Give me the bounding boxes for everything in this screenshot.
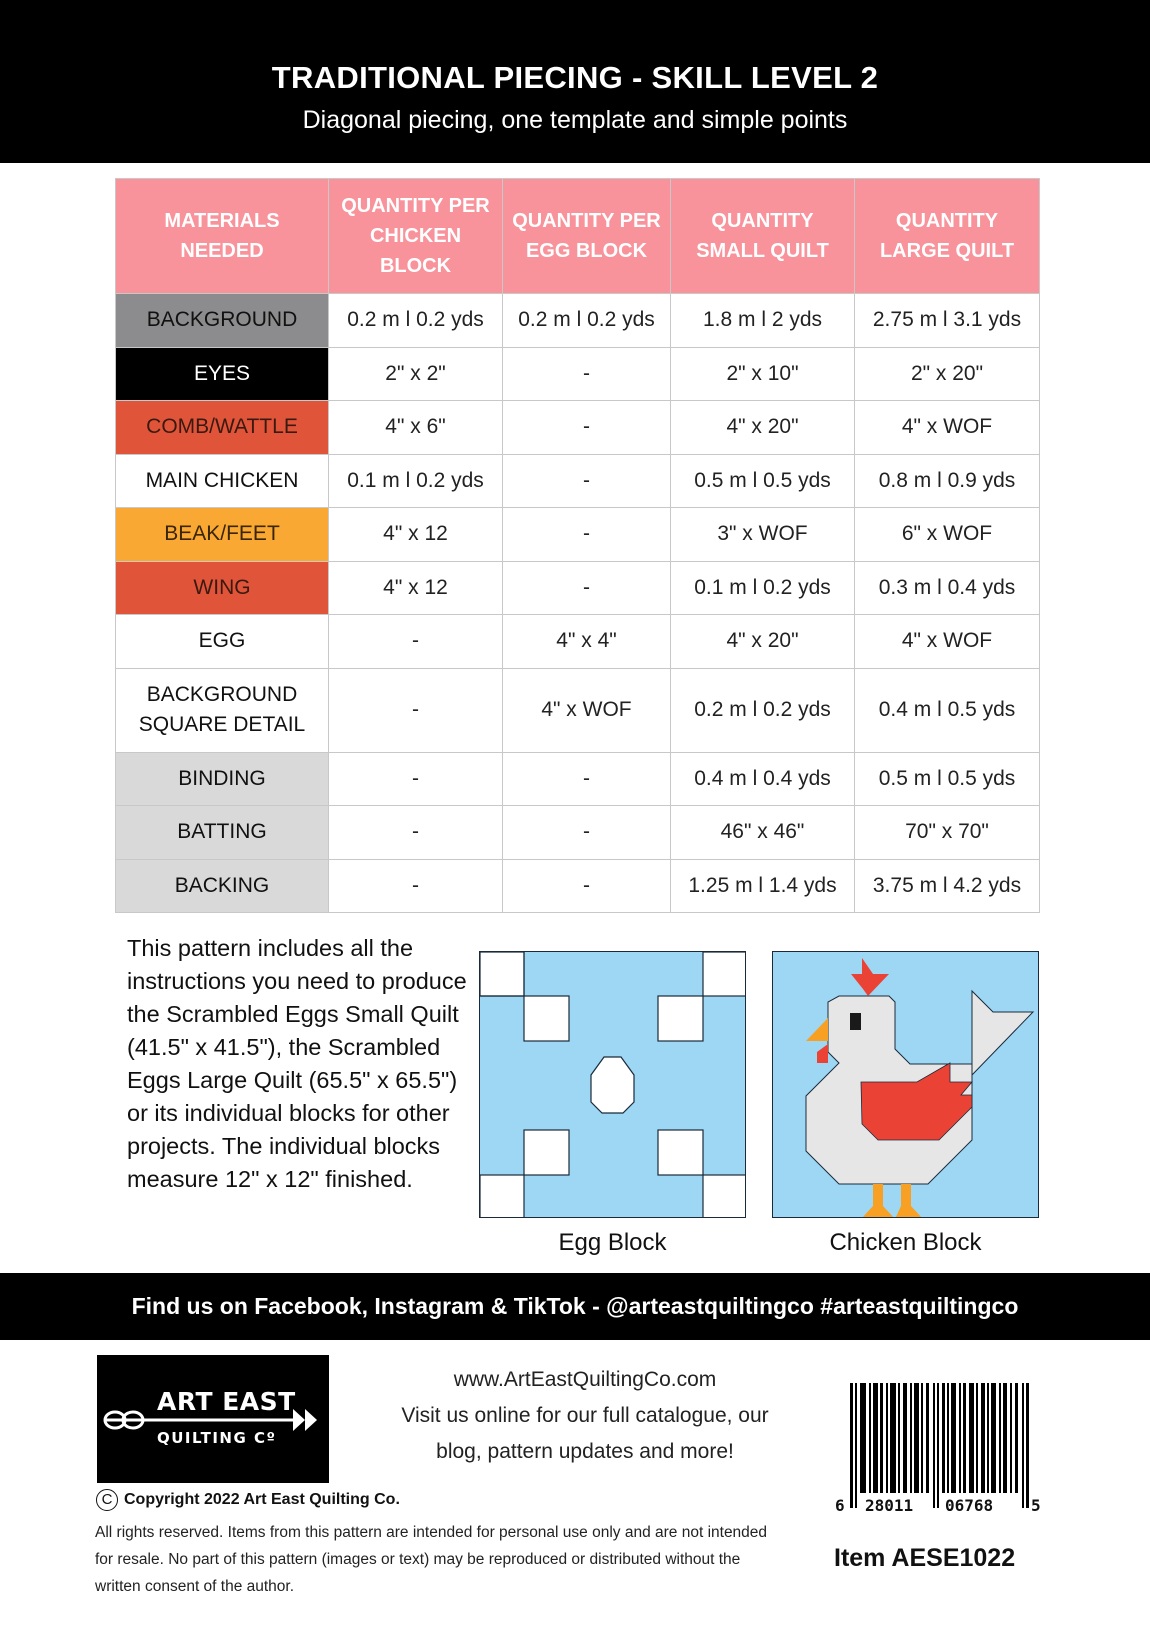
cell-small: 1.8 m l 2 yds [671, 294, 855, 348]
cell-egg: - [503, 508, 671, 562]
cell-chicken: - [329, 615, 503, 669]
cell-chicken: - [329, 806, 503, 860]
cell-chicken: 4" x 12 [329, 508, 503, 562]
cell-egg: - [503, 454, 671, 508]
cell-small: 4" x 20" [671, 615, 855, 669]
cell-large: 6" x WOF [855, 508, 1040, 562]
cell-chicken: 0.2 m l 0.2 yds [329, 294, 503, 348]
cell-large: 0.4 m l 0.5 yds [855, 668, 1040, 752]
table-row [116, 294, 1040, 348]
cell-chicken: 2" x 2" [329, 347, 503, 401]
cell-egg: - [503, 561, 671, 615]
material-egg: EGG [116, 615, 329, 669]
cell-small: 1.25 m l 1.4 yds [671, 859, 855, 913]
chicken-block-caption: Chicken Block [829, 1229, 982, 1256]
material-batting: BATTING [116, 806, 329, 860]
material-beak-feet: BEAK/FEET [116, 508, 329, 562]
website-line-2: blog, pattern updates and more! [436, 1440, 734, 1463]
barcode-digit-first: 6 [835, 1496, 845, 1515]
table-header-row [116, 179, 1040, 294]
cell-large: 70" x 70" [855, 806, 1040, 860]
cell-large: 4" x WOF [855, 401, 1040, 455]
cell-chicken: - [329, 859, 503, 913]
cell-egg: - [503, 859, 671, 913]
cell-egg: - [503, 806, 671, 860]
cell-large: 2" x 20" [855, 347, 1040, 401]
item-code: Item AESE1022 [834, 1544, 1016, 1572]
egg-block-illustration [479, 951, 746, 1218]
cell-small: 0.4 m l 0.4 yds [671, 752, 855, 806]
art-east-logo [97, 1355, 329, 1483]
material-background-square-detail: BACKGROUND SQUARE DETAIL [116, 668, 329, 752]
chicken-block-illustration [772, 951, 1039, 1218]
materials-table [115, 178, 1040, 913]
website-link[interactable]: www.ArtEastQuiltingCo.com [453, 1368, 717, 1391]
material-background: BACKGROUND [116, 294, 329, 348]
cell-egg: 4" x 4" [503, 615, 671, 669]
cell-egg: 4" x WOF [503, 668, 671, 752]
cell-small: 3" x WOF [671, 508, 855, 562]
column-header-chicken-block: QUANTITY PER CHICKEN BLOCK [329, 179, 503, 294]
cell-chicken: 4" x 12 [329, 561, 503, 615]
cell-large: 3.75 m l 4.2 yds [855, 859, 1040, 913]
material-binding: BINDING [116, 752, 329, 806]
table-row [116, 806, 1040, 860]
barcode-group-1: 28011 [865, 1496, 914, 1515]
header-band [0, 0, 1150, 163]
cell-egg: - [503, 401, 671, 455]
logo-art-east: ART EAST [157, 1387, 296, 1416]
website-line-1: Visit us online for our full catalogue, our [401, 1404, 769, 1427]
cell-large: 0.3 m l 0.4 yds [855, 561, 1040, 615]
cell-egg: - [503, 752, 671, 806]
cell-small: 46" x 46" [671, 806, 855, 860]
material-eyes: EYES [116, 347, 329, 401]
cell-egg: - [503, 347, 671, 401]
infinity-arrow-icon [97, 1355, 329, 1483]
page-title: TRADITIONAL PIECING - SKILL LEVEL 2 [271, 60, 879, 95]
table-row [116, 668, 1040, 752]
cell-small: 0.1 m l 0.2 yds [671, 561, 855, 615]
cell-chicken: 4" x 6" [329, 401, 503, 455]
copyright-line [96, 1489, 400, 1511]
table-row [116, 752, 1040, 806]
cell-chicken: - [329, 668, 503, 752]
social-media-banner: Find us on Facebook, Instagram & TikTok - @arteastquiltingco #arteastquiltingco [0, 1273, 1150, 1340]
barcode-digit-last: 5 [1031, 1496, 1041, 1515]
cell-small: 0.2 m l 0.2 yds [671, 668, 855, 752]
table-row [116, 508, 1040, 562]
pattern-description: This pattern includes all the instructions you need to produce the Scrambled Eggs Small Quilt (41.5" x 41.5"), the Scrambled Eggs Large Quilt (65.5" x 65.5") or its individual blocks for other projects. The individual blocks measure 12" x 12" finished. [127, 935, 467, 1192]
rights-notice: All rights reserved. Items from this pattern are intended for personal use only and are not intended for resale. No part of this pattern (images or text) may be reproduced or distributed without the written consent of the author. [95, 1524, 768, 1595]
cell-egg: 0.2 m l 0.2 yds [503, 294, 671, 348]
chicken-icon [773, 952, 1039, 1218]
material-main-chicken: MAIN CHICKEN [116, 454, 329, 508]
website-block [370, 1362, 800, 1470]
egg-block-caption: Egg Block [558, 1229, 667, 1256]
cell-large: 2.75 m l 3.1 yds [855, 294, 1040, 348]
table-row [116, 454, 1040, 508]
material-backing: BACKING [116, 859, 329, 913]
copyright-text: Copyright 2022 Art East Quilting Co. [124, 1491, 400, 1508]
cell-small: 2" x 10" [671, 347, 855, 401]
cell-large: 4" x WOF [855, 615, 1040, 669]
table-row [116, 615, 1040, 669]
cell-small: 4" x 20" [671, 401, 855, 455]
table-row [116, 347, 1040, 401]
barcode-group-2: 06768 [945, 1496, 994, 1515]
column-header-small-quilt: QUANTITY SMALL QUILT [671, 179, 855, 294]
egg-block-icon [480, 952, 746, 1218]
material-comb-wattle: COMB/WATTLE [116, 401, 329, 455]
column-header-egg-block: QUANTITY PER EGG BLOCK [503, 179, 671, 294]
logo-quilting-co: QUILTING Cº [157, 1429, 277, 1447]
cell-large: 0.8 m l 0.9 yds [855, 454, 1040, 508]
table-row [116, 401, 1040, 455]
table-row [116, 859, 1040, 913]
column-header-materials: MATERIALS NEEDED [116, 179, 329, 294]
table-row [116, 561, 1040, 615]
material-wing: WING [116, 561, 329, 615]
copyright-icon: C [96, 1489, 118, 1511]
cell-chicken: 0.1 m l 0.2 yds [329, 454, 503, 508]
column-header-large-quilt: QUANTITY LARGE QUILT [855, 179, 1040, 294]
barcode-icon [850, 1383, 1030, 1508]
cell-small: 0.5 m l 0.5 yds [671, 454, 855, 508]
page-subtitle: Diagonal piecing, one template and simple points [302, 106, 848, 134]
cell-chicken: - [329, 752, 503, 806]
cell-large: 0.5 m l 0.5 yds [855, 752, 1040, 806]
